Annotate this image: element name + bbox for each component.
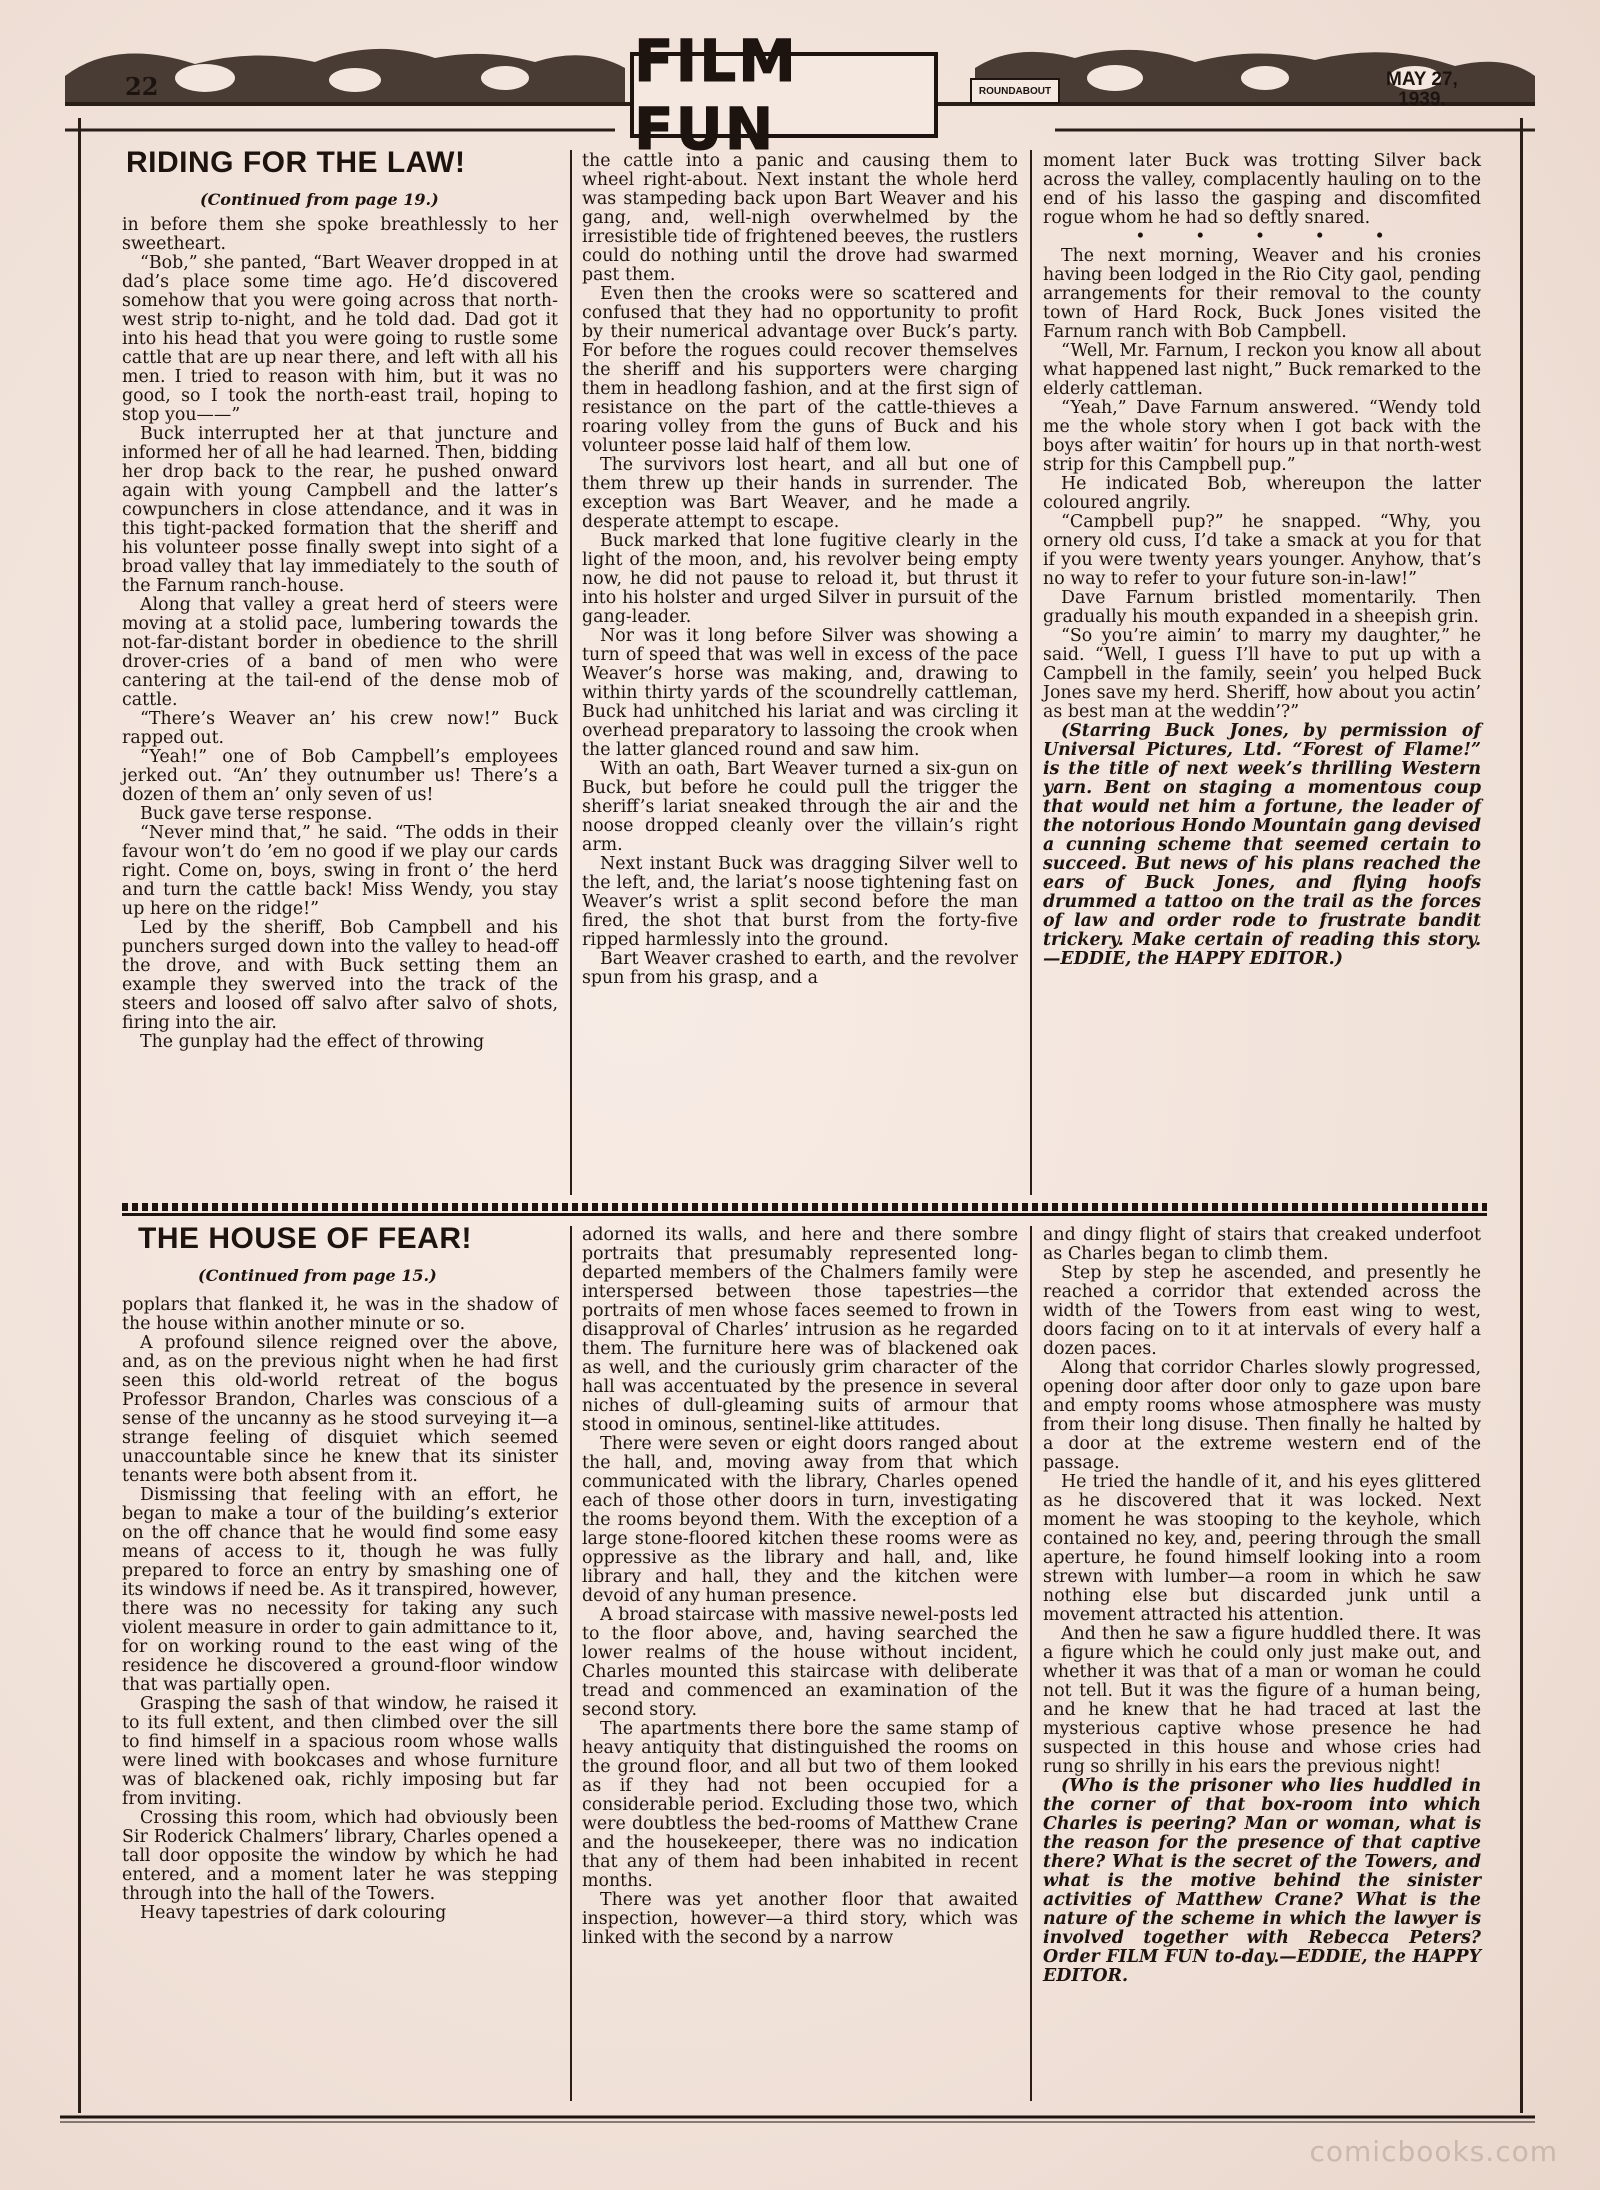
- paragraph: A profound silence reigned over the above, and, as on the previous night when he had first seen this old-world retreat of the bogus Professor Brandon, Charles was conscious of a sense of the uncanny as he stood surveying it—a strange feeling of disquiet which seemed unaccountable since he knew that its sinister tenants were both absent from it.: [122, 1333, 558, 1486]
- left-border: [78, 118, 81, 2113]
- issue-date-line1: MAY 27,: [1386, 69, 1458, 90]
- paragraph: Buck interrupted her at that juncture and informed her of all he had learned. Then, bidding her drop back to the rear, he pushed onward again with young Campbell and the latter’s cowpunchers in close attendance, and it was in this tight-packed formation that the sheriff and his volunteer posse finally swept into sight of a broad valley that lay immediately to the south of the Farnum ranch-house.: [122, 424, 558, 596]
- story1-title: RIDING FOR THE LAW!: [126, 146, 466, 179]
- column-rule: [1030, 1226, 1032, 2101]
- story2-column-2: [582, 1226, 1018, 1948]
- story1-column-3: [1043, 152, 1481, 969]
- paragraph: He tried the handle of it, and his eyes glittered as he discovered that it was locked. Next moment he was stooping to the keyhole, which contained no key, and, peering through the small aperture, he found himself looking into a room strewn with lumber—a room in which he saw nothing else but discarded junk until a movement attracted his attention.: [1043, 1472, 1481, 1625]
- paragraph: Grasping the sash of that window, he raised it to its full extent, and then climbed over the sill to find himself in a spacious room whose walls were lined with bookcases and whose furniture was of blackened oak, richly imposing but far from inviting.: [122, 1694, 558, 1809]
- column-rule: [1030, 150, 1032, 1195]
- paragraph: Along that corridor Charles slowly progressed, opening door after door only to gaze upon bare and empty rooms whose atmosphere was musty from their long disuse. Then finally he halted by a door at the extreme western end of the passage.: [1043, 1358, 1481, 1473]
- paragraph: Bart Weaver crashed to earth, and the revolver spun from his grasp, and a: [582, 949, 1018, 988]
- paragraph: “Bob,” she panted, “Bart Weaver dropped in at dad’s place some time ago. He’d discovered somehow that you were going across that north-west strip to-night, and he told dad. Dad got it into his head that you were going to rustle some cattle that are up near there, and left with all his men. I tried to reason with him, but it was no good, so I took the north-east trail, hoping to stop you——”: [122, 253, 558, 425]
- editor-note: (Who is the prisoner who lies huddled in the corner of that box-room into which Charles is peering? Man or woman, what is the reason for the presence of that captive there? What is the secret of the Towers, and what is the motive behind the sinister activities of Matthew Crane? What is the nature of the scheme in which the lawyer is involved together with Rebecca Peters? Order FILM FUN to-day.—EDDIE, the HAPPY EDITOR.: [1043, 1776, 1481, 1986]
- paragraph: Heavy tapestries of dark colouring: [140, 1903, 447, 1923]
- paragraph: “Yeah,” Dave Farnum answered. “Wendy told me the whole story when I got back with the boys after waitin’ for hours up in that north-west strip for this Campbell pup.”: [1043, 398, 1481, 475]
- paragraph: Crossing this room, which had obviously been Sir Roderick Chalmers’ library, Charles opened a tall door opposite the window by which he had entered, and a moment later he was stepping through into the hall of the Towers.: [122, 1808, 558, 1904]
- story2-column-3: [1043, 1226, 1481, 1986]
- paragraph: Step by step he ascended, and presently he reached a corridor that extended across the width of the Towers from east wing to west, doors facing on to it at intervals of every half a dozen paces.: [1043, 1263, 1481, 1359]
- paragraph: There were seven or eight doors ranged about the hall, and, moving away from that which communicated with the library, Charles opened each of those other doors in turn, investigating the rooms beyond them. With the exception of a large stone-floored kitchen these rooms were as oppressive as the library and hall, and, like library and hall, they and the kitchen were devoid of any human presence.: [582, 1434, 1018, 1606]
- story1-column-2: [582, 152, 1018, 988]
- paragraph: A broad staircase with massive newel-posts led to the floor above, and, having searched the lower realms of the house without incident, Charles mounted this staircase with deliberate tread and commenced an examination of the second story.: [582, 1605, 1018, 1720]
- logo: [630, 27, 938, 163]
- story1-column-1: [122, 216, 558, 1052]
- paragraph: Along that valley a great herd of steers were moving at a stolid pace, lumbering towards the not-far-distant border in obedience to the shrill drover-cries of a band of men who were cantering at the tail-end of the dense mob of cattle.: [122, 595, 558, 710]
- section-divider: [122, 1203, 1487, 1211]
- paragraph: moment later Buck was trotting Silver back across the valley, complacently hauling on to the end of his lasso the gasping and discomfited rogue whom he had so deftly snared.: [1043, 151, 1481, 228]
- paragraph: “Well, Mr. Farnum, I reckon you know all about what happened last night,” Buck remarked to the elderly cattleman.: [1043, 341, 1481, 399]
- page-number: 22: [125, 72, 159, 101]
- column-rule: [570, 150, 572, 1195]
- paragraph: in before them she spoke breathlessly to her sweetheart.: [122, 215, 558, 254]
- watermark: comicbooks.com: [1309, 2135, 1558, 2168]
- paragraph: Dismissing that feeling with an effort, he began to make a tour of the building’s exterior on the off chance that he would find some easy means of access to it, though he was fully prepared to force an entry by smashing one of its windows if need be. As it transpired, however, there was no necessity for taking any such violent measure in order to gain admittance to it, for on working round to the east wing of the residence he discovered a ground-floor window that was partially open.: [122, 1485, 558, 1695]
- paragraph: Led by the sheriff, Bob Campbell and his punchers surged down into the valley to head-off the drove, and with Buck setting them an example they swerved into the track of the steers and loosed off salvo after salvo of shots, firing into the air.: [122, 918, 558, 1033]
- paragraph: “So you’re aimin’ to marry my daughter,” he said. “Well, I guess I’ll have to put up with a Campbell in the family, seein’ you helped Buck Jones save my herd. Sheriff, how about you actin’ as best man at the weddin’?”: [1043, 626, 1481, 722]
- paragraph: “Never mind that,” he said. “The odds in their favour won’t do ’em no good if we play our cards right. Come on, boys, swing in front o’ the herd and turn the cattle back! Miss Wendy, you stay up here on the ridge!”: [122, 823, 558, 919]
- paragraph: Next instant Buck was dragging Silver well to the left, and, the lariat’s noose tightening fast on Weaver’s wrist a split second before the man fired, the shot that burst from the forty-five ripped harmlessly into the ground.: [582, 854, 1018, 950]
- paragraph: Dave Farnum bristled momentarily. Then gradually his mouth expanded in a sheepish grin.: [1043, 588, 1481, 627]
- paragraph: “Yeah!” one of Bob Campbell’s employees jerked out. “An’ they outnumber us! There’s a dozen of them an’ only seven of us!: [122, 747, 558, 805]
- paragraph: The survivors lost heart, and all but one of them threw up their hands in surrender. The exception was Bart Weaver, and he made a desperate attempt to escape.: [582, 455, 1018, 532]
- footer-border: [60, 2110, 1535, 2124]
- paragraph: • • • • •: [1135, 227, 1407, 247]
- logo-text: FILM FUN: [634, 27, 798, 163]
- paragraph: Even then the crooks were so scattered and confused that they had no opportunity to profit by their numerical advantage over Buck’s party. For before the rogues could recover themselves the sheriff and his supporters were charging them in headlong fashion, and at the first sign of resistance on the part of the cattle-thieves a roaring volley from the guns of Buck and his volunteer posse laid half of them low.: [582, 284, 1018, 456]
- story2-continued: (Continued from page 15.): [198, 1266, 437, 1285]
- right-border: [1520, 118, 1523, 2113]
- paragraph: adorned its walls, and here and there sombre portraits that presumably represented long-departed members of the Chalmers family were interspersed between those tapestries—the portraits of men whose faces seemed to frown in disapproval of Charles’ intrusion as he regarded them. The furniture here was of blackened oak as well, and the curiously grim character of the hall was accentuated by the presence in several niches of dull-gleaming suits of armour that stood in ominous, sentinel-like attitudes.: [582, 1225, 1018, 1435]
- column-rule: [570, 1226, 572, 2101]
- story2-title: THE HOUSE OF FEAR!: [138, 1222, 473, 1255]
- paragraph: poplars that flanked it, he was in the shadow of the house within another minute or so.: [122, 1295, 558, 1334]
- editor-note: (Starring Buck Jones, by permission of Universal Pictures, Ltd. “Forest of Flame!” is the title of next week’s thrilling Western yarn. Bent on staging a momentous coup that would net him a fortune, the leader of the notorious Hondo Mountain gang devised a cunning scheme that seemed certain to succeed. But news of his plans reached the ears of Buck Jones, and flying hoofs drummed a tattoo on the trail as the forces of law and order rode to frustrate bandit trickery. Make certain of reading this story.—EDDIE, the HAPPY EDITOR.): [1043, 721, 1481, 969]
- paragraph: He indicated Bob, whereupon the latter coloured angrily.: [1043, 474, 1481, 513]
- story2-column-1: [122, 1296, 558, 1923]
- issue-date: [1386, 70, 1458, 110]
- paragraph: and dingy flight of stairs that creaked underfoot as Charles began to climb them.: [1043, 1225, 1481, 1264]
- paragraph: The apartments there bore the same stamp of heavy antiquity that distinguished the rooms on the ground floor, and all but two of them looked as if they had not been occupied for a considerable period. Excluding those two, which were doubtless the bed-rooms of Matthew Crane and the housekeeper, there was no indication that any of them had been inhabited in recent months.: [582, 1719, 1018, 1891]
- paragraph: The gunplay had the effect of throwing: [140, 1032, 485, 1052]
- paragraph: Buck marked that lone fugitive clearly in the light of the moon, and, his revolver being empty now, he did not pause to reload it, but thrust it into his holster and urged Silver in pursuit of the gang-leader.: [582, 531, 1018, 627]
- paragraph: “Campbell pup?” he snapped. “Why, you ornery old cuss, I’d take a smack at you for that if you were twenty years younger. Anyhow, that’s no way to refer to your future son-in-law!”: [1043, 512, 1481, 589]
- paragraph: And then he saw a figure huddled there. It was a figure which he could only just make out, and whether it was that of a man or woman he could not tell. But it was the figure of a human being, and he knew that he had traced at last the mysterious captive whose presence he had suspected in this house and whose cries had rung so shrilly in his ears the previous night!: [1043, 1624, 1481, 1777]
- paragraph: With an oath, Bart Weaver turned a six-gun on Buck, but before he could pull the trigger the sheriff’s lariat sneaked through the air and the noose dropped cleanly over the villain’s right arm.: [582, 759, 1018, 855]
- paragraph: There was yet another floor that awaited inspection, however—a third story, which was linked with the second by a narrow: [582, 1890, 1018, 1948]
- section-divider-line: [122, 1213, 1487, 1216]
- issue-date-line2: 1939.: [1398, 89, 1446, 110]
- story1-continued: (Continued from page 19.): [200, 190, 439, 209]
- roundabout-sign: ROUNDABOUT: [970, 78, 1060, 104]
- paragraph: Nor was it long before Silver was showing a turn of speed that was well in excess of the pace Weaver’s horse was making, and, drawing to within thirty yards of the scoundrelly cattleman, Buck had unhitched his lariat and was circling it overhead preparatory to lassoing the crook when the latter glanced round and saw him.: [582, 626, 1018, 760]
- paragraph: Buck gave terse response.: [140, 804, 373, 824]
- paragraph: “There’s Weaver an’ his crew now!” Buck rapped out.: [122, 709, 558, 748]
- paragraph: The next morning, Weaver and his cronies having been lodged in the Rio City gaol, pending arrangements for their removal to the county town of Hard Rock, Buck Jones visited the Farnum ranch with Bob Campbell.: [1043, 246, 1481, 342]
- paragraph: the cattle into a panic and causing them to wheel right-about. Next instant the whole herd was stampeding back upon Bart Weaver and his gang, and, well-nigh overwhelmed by the irresistible tide of frightened beeves, the rustlers could do nothing until the drove had swarmed past them.: [582, 151, 1018, 285]
